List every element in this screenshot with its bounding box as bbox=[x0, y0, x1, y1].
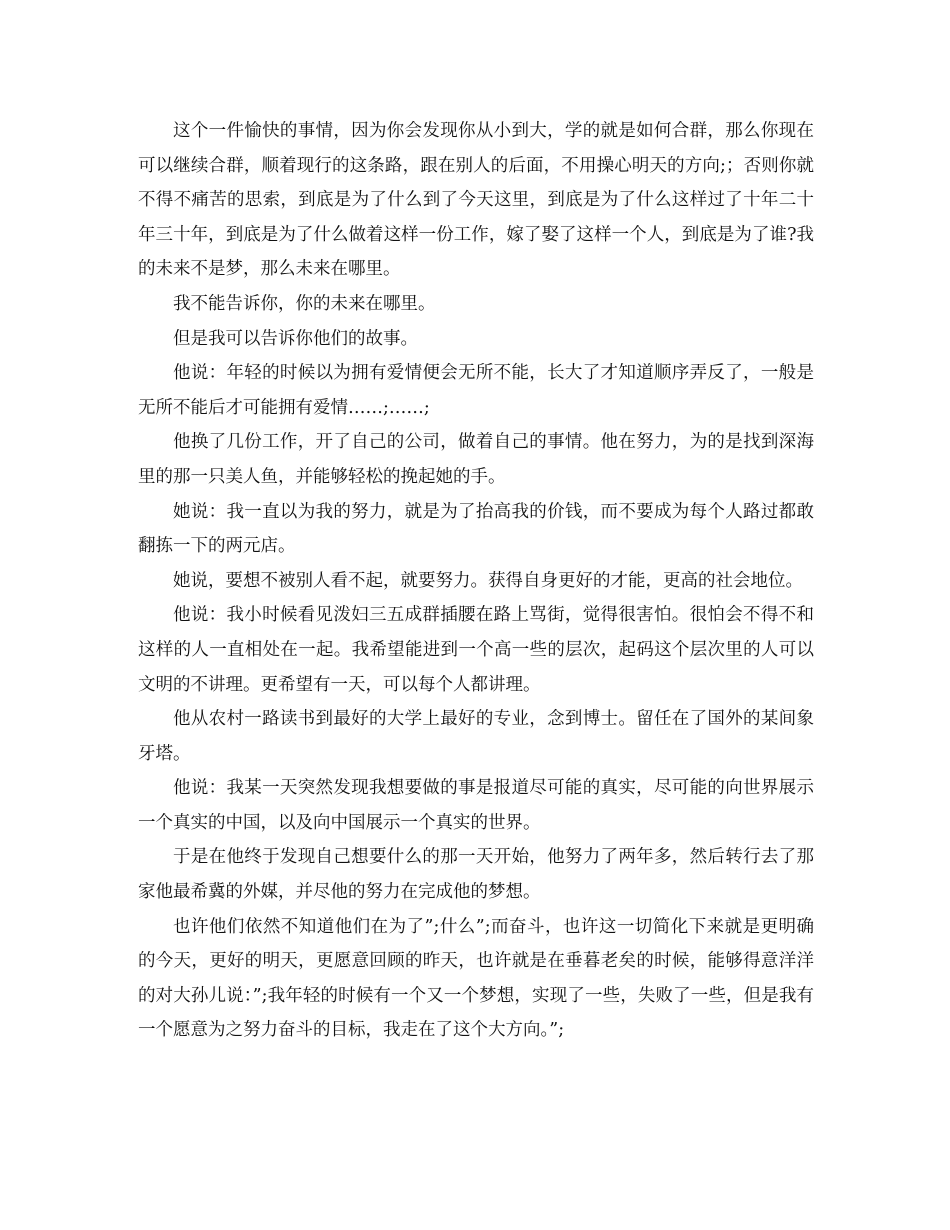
paragraph: 他说：我某一天突然发现我想要做的事是报道尽可能的真实，尽可能的向世界展示一个真实的中国，以及向中国展示一个真实的世界。 bbox=[138, 778, 814, 833]
paragraph: 他说：我小时候看见泼妇三五成群插腰在路上骂街，觉得很害怕。很怕会不得不和这样的人一直相处在一起。我希望能进到一个高一些的层次，起码这个层次里的人可以文明的不讲理。更希望有一天，可以每个人都讲理。 bbox=[138, 605, 814, 695]
document-body bbox=[138, 114, 814, 1048]
paragraph: 她说：我一直以为我的努力，就是为了抬高我的价钱，而不要成为每个人路过都敢翻拣一下的两元店。 bbox=[138, 501, 814, 557]
paragraph: 于是在他终于发现自己想要什么的那一天开始，他努力了两年多，然后转行去了那家他最希冀的外媒，并尽他的努力在完成他的梦想。 bbox=[138, 847, 814, 903]
paragraph: 他换了几份工作，开了自己的公司，做着自己的事情。他在努力，为的是找到深海里的那一只美人鱼，并能够轻松的挽起她的手。 bbox=[138, 432, 814, 487]
paragraph: 但是我可以告诉你他们的故事。 bbox=[173, 328, 418, 349]
paragraph: 她说，要想不被别人看不起，就要努力。获得自身更好的才能，更高的社会地位。 bbox=[173, 570, 803, 591]
paragraph: 也许他们依然不知道他们在为了”;什么”;而奋斗，也许这一切简化下来就是更明确的今天，更好的明天，更愿意回顾的昨天，也许就是在垂暮老矣的时候，能够得意洋洋的对大孙儿说：”;我年轻的时候有一个又一个梦想，实现了一些，失败了一些，但是我有一个愿意为之努力奋斗的目标，我走在了这个大方向。”; bbox=[138, 916, 814, 1041]
paragraph: 我不能告诉你，你的未来在哪里。 bbox=[173, 293, 436, 314]
paragraph: 这个一件愉快的事情，因为你会发现你从小到大，学的就是如何合群，那么你现在可以继续合群，顺着现行的这条路，跟在别人的后面，不用操心明天的方向;；否则你就不得不痛苦的思索，到底是为了什么到了今天这里，到底是为了什么这样过了十年二十年三十年，到底是为了什么做着这样一份工作，嫁了娶了这样一个人，到底是为了谁?我的未来不是梦，那么未来在哪里。 bbox=[138, 121, 814, 280]
paragraph: 他从农村一路读书到最好的大学上最好的专业，念到博士。留任在了国外的某间象牙塔。 bbox=[138, 709, 814, 764]
paragraph: 他说：年轻的时候以为拥有爱情便会无所不能，长大了才知道顺序弄反了，一般是无所不能后才可能拥有爱情……;……; bbox=[138, 363, 814, 418]
